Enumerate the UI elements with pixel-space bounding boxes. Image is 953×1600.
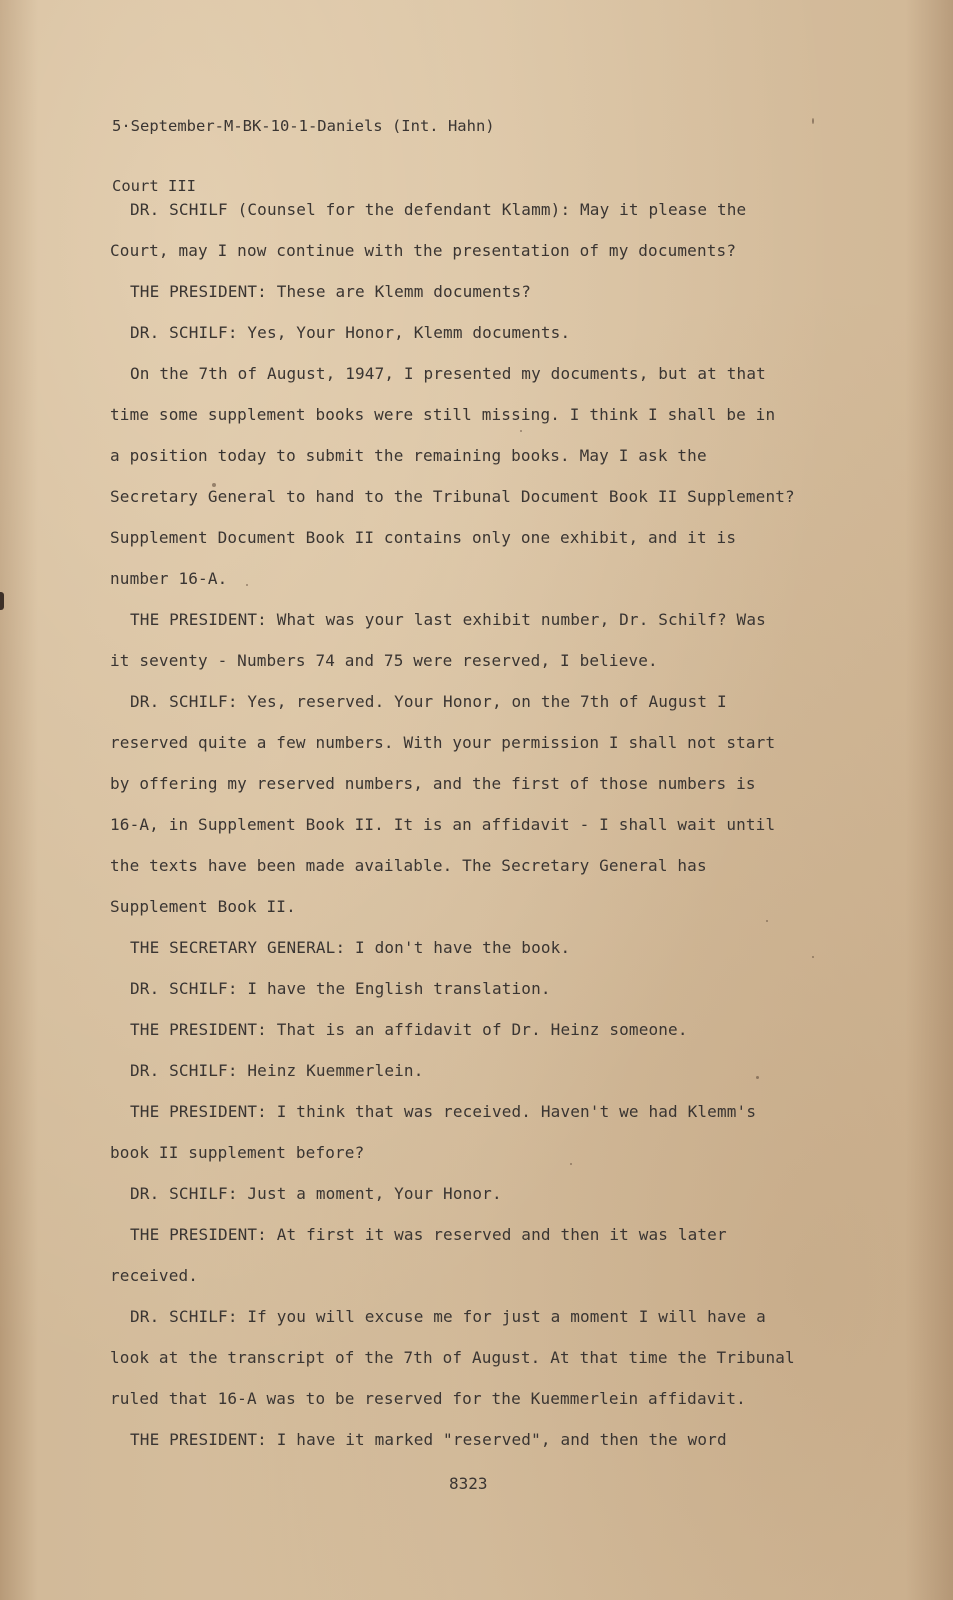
paper-speck [246, 584, 248, 586]
transcript-line: Supplement Book II. [110, 897, 296, 916]
transcript-line: 16-A, in Supplement Book II. It is an affidavit - I shall wait until [110, 815, 776, 834]
transcript-line: book II supplement before? [110, 1143, 365, 1162]
transcript-line: DR. SCHILF (Counsel for the defendant Klamm): May it please the [130, 200, 747, 219]
transcript-line: Court, may I now continue with the presentation of my documents? [110, 241, 737, 260]
transcript-line: reserved quite a few numbers. With your permission I shall not start [110, 733, 776, 752]
transcript-line: Secretary General to hand to the Tribunal Document Book II Supplement? [110, 487, 795, 506]
transcript-line: THE PRESIDENT: I have it marked "reserved", and then the word [130, 1430, 727, 1449]
transcript-line: THE PRESIDENT: These are Klemm documents? [130, 282, 532, 301]
transcript-line: time some supplement books were still missing. I think I shall be in [110, 405, 776, 424]
transcript-line: DR. SCHILF: Yes, Your Honor, Klemm documents. [130, 323, 571, 342]
paper-speck [812, 956, 814, 958]
transcript-line: look at the transcript of the 7th of August. At that time the Tribunal [110, 1348, 795, 1367]
transcript-line: On the 7th of August, 1947, I presented my documents, but at that [130, 364, 766, 383]
paper-speck [520, 430, 522, 432]
transcript-line: DR. SCHILF: Just a moment, Your Honor. [130, 1184, 502, 1203]
transcript-line: DR. SCHILF: Yes, reserved. Your Honor, on the 7th of August I [130, 692, 727, 711]
transcript-line: THE PRESIDENT: I think that was received. Haven't we had Klemm's [130, 1102, 757, 1121]
header-docket-line: 5·September-M-BK-10-1-Daniels (Int. Hahn) [112, 117, 495, 135]
transcript-line: a position today to submit the remaining books. May I ask the [110, 446, 707, 465]
paper-speck [570, 1163, 572, 1165]
transcript-line: the texts have been made available. The Secretary General has [110, 856, 707, 875]
paper-speck [756, 1076, 759, 1079]
transcript-line: THE PRESIDENT: What was your last exhibit number, Dr. Schilf? Was [130, 610, 766, 629]
transcript-line: DR. SCHILF: If you will excuse me for just a moment I will have a [130, 1307, 766, 1326]
page-number: 8323 [449, 1474, 488, 1493]
transcript-line: ruled that 16-A was to be reserved for the Kuemmerlein affidavit. [110, 1389, 746, 1408]
transcript-line: it seventy - Numbers 74 and 75 were reserved, I believe. [110, 651, 658, 670]
transcript-line: THE SECRETARY GENERAL: I don't have the book. [130, 938, 571, 957]
transcript-line: THE PRESIDENT: That is an affidavit of Dr. Heinz someone. [130, 1020, 688, 1039]
paper-speck [766, 920, 768, 922]
transcript-line: number 16-A. [110, 569, 228, 588]
transcript-line: received. [110, 1266, 199, 1285]
transcript-line: DR. SCHILF: Heinz Kuemmerlein. [130, 1061, 424, 1080]
transcript-line: Supplement Document Book II contains only one exhibit, and it is [110, 528, 737, 547]
transcript-line: THE PRESIDENT: At first it was reserved and then it was later [130, 1225, 727, 1244]
transcript-line: DR. SCHILF: I have the English translation. [130, 979, 551, 998]
paper-speck [812, 118, 814, 124]
header-court-line: Court III [112, 177, 196, 195]
transcript-line: by offering my reserved numbers, and the first of those numbers is [110, 774, 756, 793]
binding-mark [0, 592, 4, 610]
paper-speck [212, 483, 216, 487]
